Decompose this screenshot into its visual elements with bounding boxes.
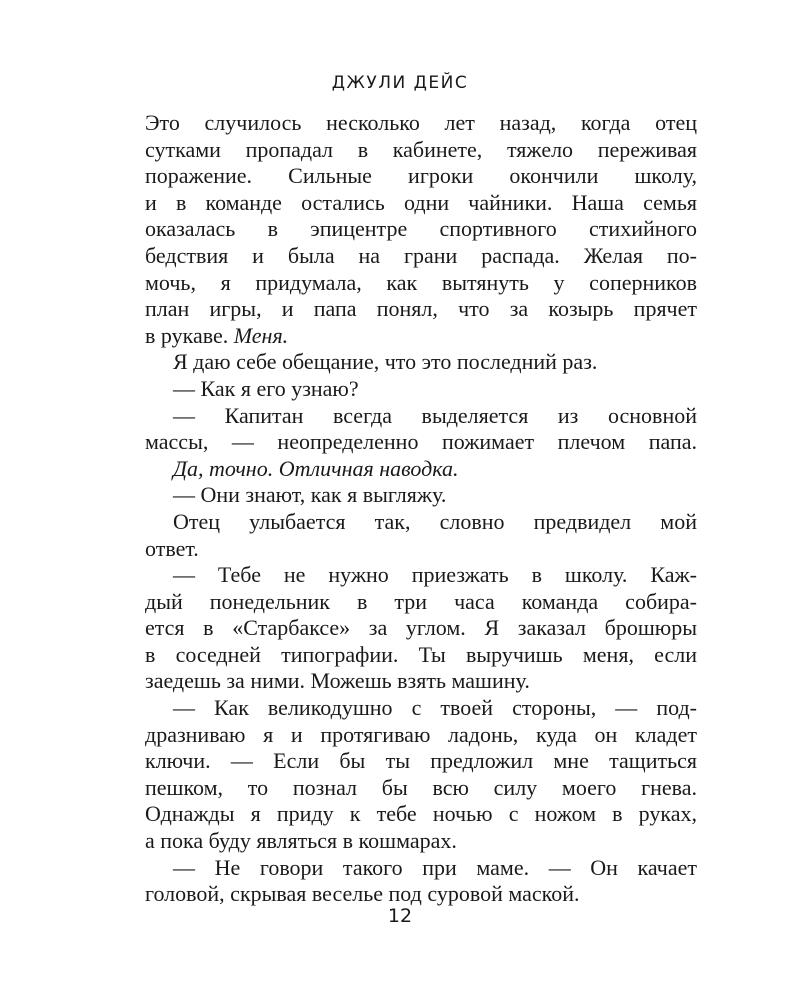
text-line: Однажды я приду к тебе ночью с ножом в руках, (145, 801, 697, 827)
text-line: ответ. (145, 535, 199, 561)
text-line: план игры, и папа понял, что за козырь прячет (145, 296, 697, 322)
page-number: 12 (387, 905, 413, 927)
text-line: пешком, то познал бы всю силу моего гнева. (145, 774, 697, 800)
text-line (145, 323, 697, 350)
text-line: а пока буду являться в кошмарах. (145, 828, 457, 854)
text-line: заедешь за ними. Можешь взять машину. (145, 668, 530, 694)
text-line: в соседней типографии. Ты выручишь меня, если (145, 641, 697, 667)
running-header: ДЖУЛИ ДЕЙС (331, 73, 469, 93)
text-line: и в команде остались одни чайники. Наша семья (145, 189, 697, 215)
text-line: ключи. — Если бы ты предложил мне тащиться (145, 748, 697, 774)
text-line: поражение. Сильные игроки окончили школу, (145, 163, 697, 189)
italic-thought-line: Да, точно. Отличная наводка. (173, 455, 459, 481)
paragraph-line: Отец улыбается так, словно предвидел мой (173, 508, 697, 534)
body-text (145, 110, 697, 908)
dialogue-line: — Как я его узнаю? (173, 375, 359, 401)
dialogue-line: — Как великодушно с твоей стороны, — под- (173, 695, 697, 721)
text-line: дый понедельник в три часа команда собира- (145, 588, 697, 614)
italic-fragment: Меня. (233, 322, 289, 348)
text-line: мочь, я придумала, как вытянуть у соперников (145, 269, 697, 295)
dialogue-line: — Капитан всегда выделяется из основной (173, 402, 697, 428)
text-line: массы, — неопределенно пожимает плечом папа. (145, 429, 697, 455)
text-line: бедствия и была на грани распада. Желая по- (145, 242, 697, 268)
text-line: сутками пропадал в кабинете, тяжело переживая (145, 136, 697, 162)
text-line: оказалась в эпицентре спортивного стихийного (145, 216, 697, 242)
dialogue-line: — Они знают, как я выгляжу. (173, 482, 447, 508)
text-fragment: в рукаве. (145, 322, 229, 348)
dialogue-line: — Тебе не нужно приезжать в школу. Каж- (173, 562, 697, 588)
text-line: Это случилось несколько лет назад, когда отец (145, 110, 697, 135)
text-line: ется в «Старбаксе» за углом. Я заказал брошюры (145, 615, 697, 641)
text-line: дразниваю я и протягиваю ладонь, куда он кладет (145, 721, 697, 747)
text-line: головой, скрывая веселье под суровой маской. (145, 881, 580, 907)
paragraph-line: Я даю себе обещание, что это последний раз. (173, 349, 598, 375)
dialogue-line: — Не говори такого при маме. — Он качает (173, 854, 697, 880)
